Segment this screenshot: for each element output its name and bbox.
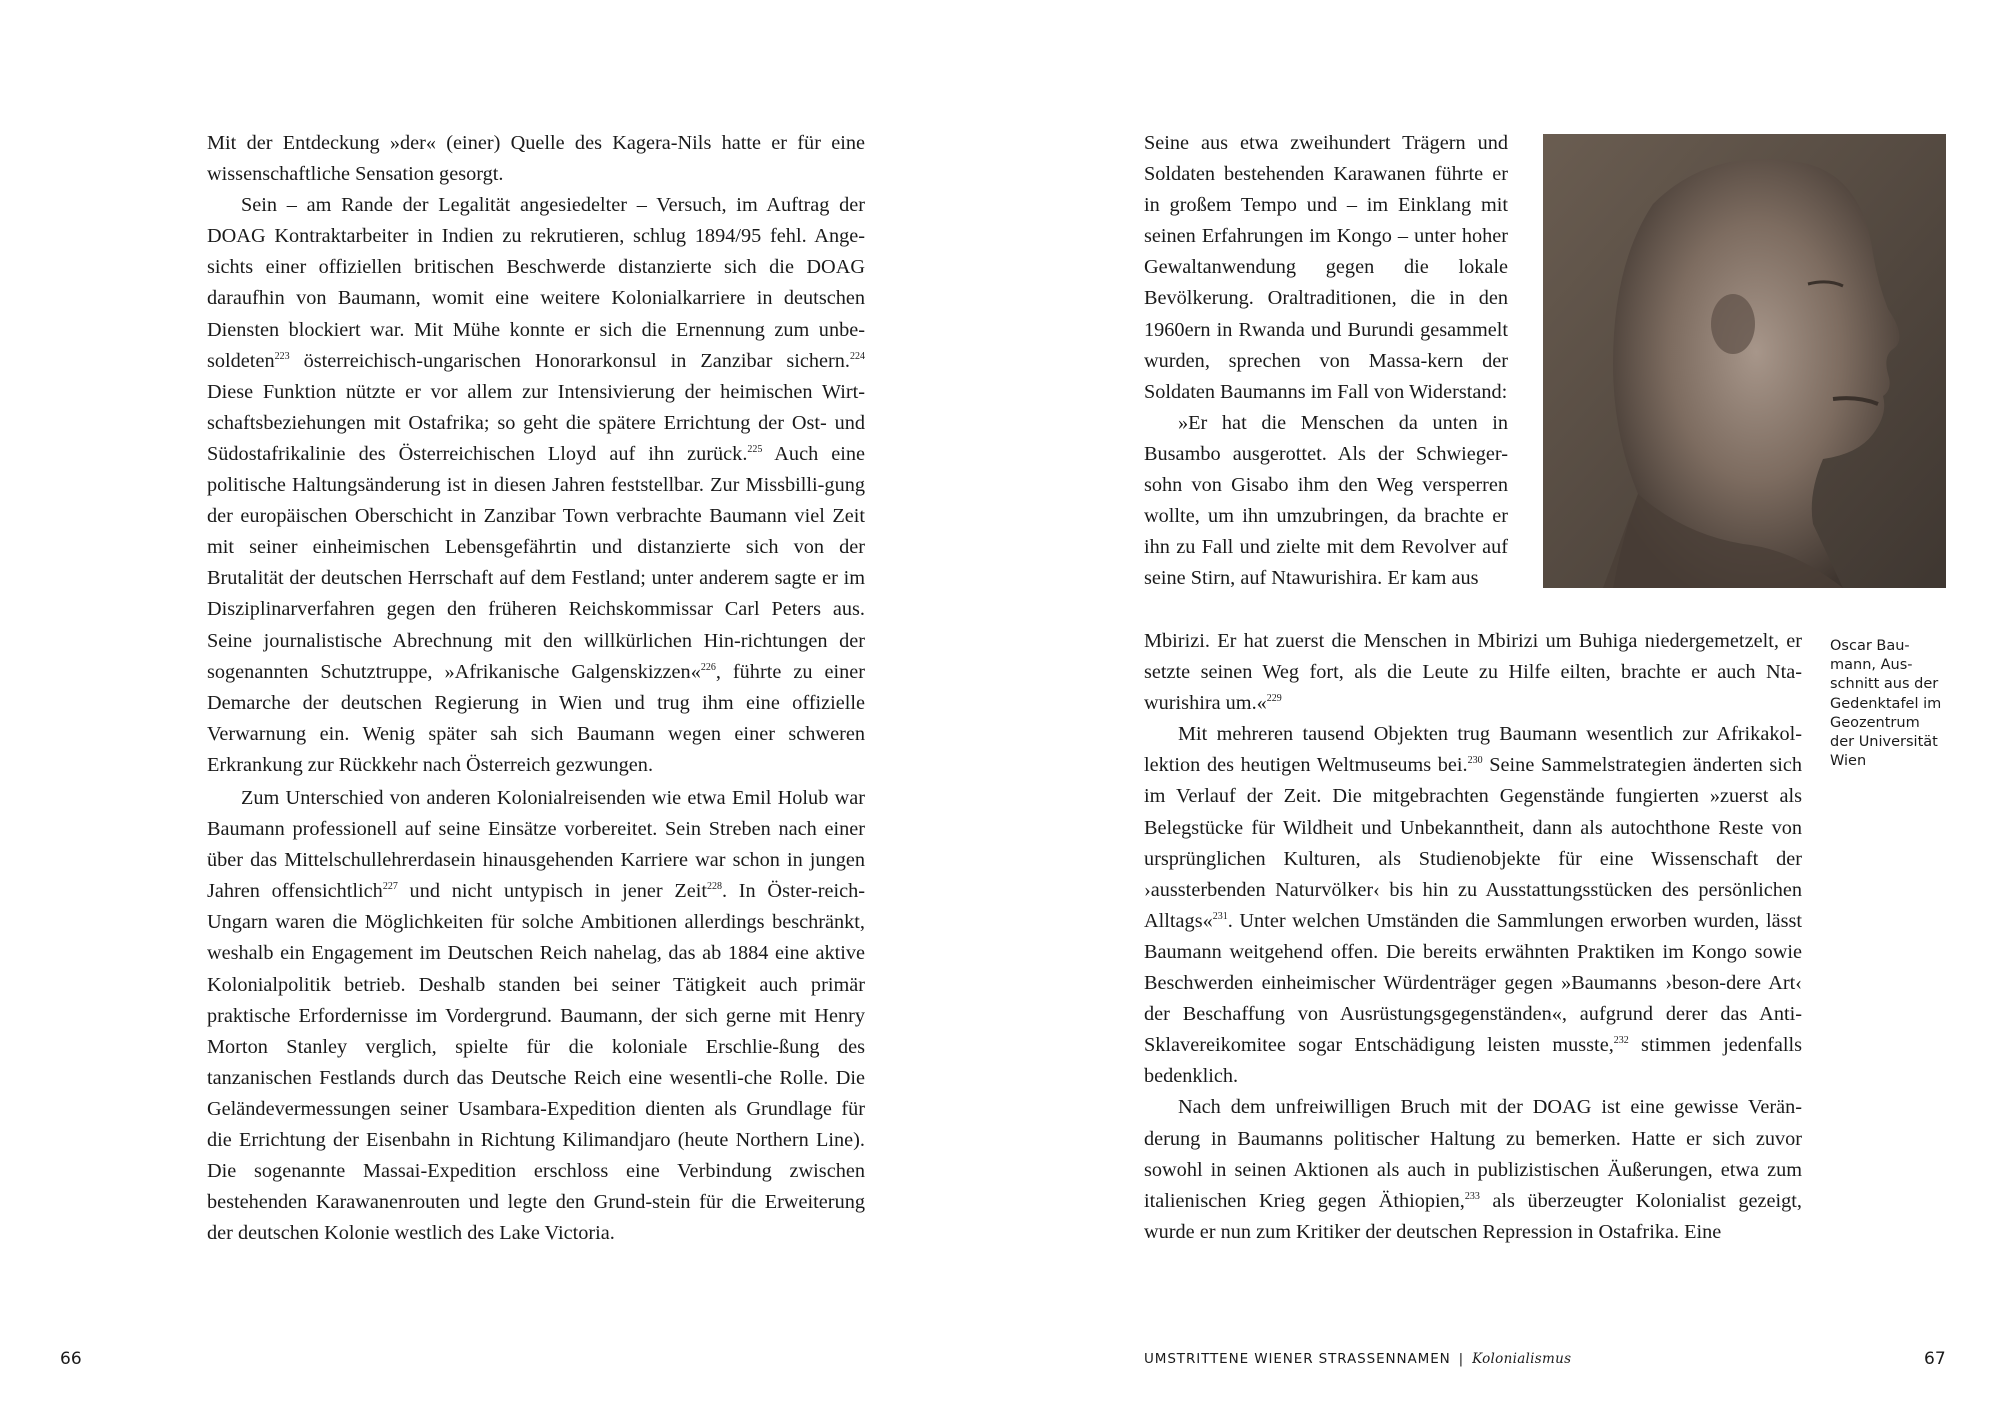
paragraph: Sein – am Rande der Legalität angesiedelter – Versuch, im Auftrag der DOAG Kontraktarbeiter in Indien zu rekrutieren, schlug 1894/95 fehl. Ange-sichts einer offiziellen britischen Beschwerde distanzierte sich die DOAG daraufhin von Baumann, womit eine weitere Kolonialkarriere in deutschen Diensten blockiert war. Mit Mühe konnte er sich die Ernennung zum unbe-soldeten$^{223}$ österreichisch-ungarischen Honorarkonsul in Zanzibar sichern.$^{224}$ Diese Funktion nützte er vor allem zur Intensivierung der heimischen Wirt-schaftsbeziehungen mit Ostafrika; so geht die spätere Errichtung der Ost- und Südostafrikalinie des Österreichischen Lloyd auf ihn zurück.$^{225}$ Auch eine politische Haltungsänderung ist in diesen Jahren feststellbar. Zur Missbilli-gung der europäischen Oberschicht in Zanzibar Town verbrachte Baumann viel Zeit mit seiner einheimischen Lebensgefährtin und distanzierte sich von der Brutalität der deutschen Herrschaft auf dem Festland; unter anderem sagte er im Disziplinarverfahren gegen den früheren Reichskommissar Carl Peters aus. Seine journalistische Abrechnung mit den willkürlichen Hin-richtungen der sogenannten Schutztruppe, »Afrikanische Galgenskizzen«$^{226}$, führte zu einer Demarche der deutschen Regierung in Wien und trug ihm eine offizielle Verwarnung ein. Wenig später sah sich Baumann wegen einer schweren Erkrankung zur Rückkehr nach Österreich gezwungen.: [207, 194, 865, 776]
footnote-ref[interactable]: 223: [274, 350, 290, 362]
footnote-ref[interactable]: 224: [850, 350, 865, 362]
running-head-title: UMSTRITTENE WIENER STRASSENNAMEN: [1144, 1351, 1451, 1367]
caption-line: schnitt aus der: [1830, 676, 1939, 693]
paragraph: Nach dem unfreiwilligen Bruch mit der DOAG ist eine gewisse Verän-derung in Baumanns politischer Haltung zu bemerken. Hatte er sich zuvor sowohl in seinen Aktionen als auch in publizistischen Äußerungen, etwa zum italienischen Krieg gegen Äthiopien,$^{233}$ als überzeugter Kolonialist gezeigt, wurde er nun zum Kritiker der deutschen Repression in Ostafrika. Eine: [1144, 1096, 1802, 1243]
page-number-left: 66: [60, 1349, 82, 1369]
footnote-ref[interactable]: 233: [1464, 1190, 1480, 1202]
caption-line: Oscar Bau-: [1830, 638, 1910, 654]
bronze-bust-icon: [1543, 134, 1946, 588]
right-top-text-column: [1144, 128, 1508, 594]
right-text-column: [1144, 626, 1802, 1248]
footnote-ref[interactable]: 231: [1212, 910, 1228, 922]
block-quote: »Er hat die Menschen da unten in Busambo ausgerottet. Als der Schwieger-sohn von Gisabo ihm den Weg versperren wollte, um ihn umzubringen, da brachte er ihn zu Fall und zielte mit dem Revolver auf seine Stirn, auf Ntawurishira. Er kam aus: [1144, 411, 1508, 590]
caption-line: Wien: [1830, 753, 1867, 770]
footnote-ref[interactable]: 229: [1266, 693, 1282, 705]
footnote-ref[interactable]: 227: [382, 881, 398, 893]
running-head-section: Kolonialismus: [1472, 1351, 1572, 1367]
caption-line: Gedenktafel im: [1830, 695, 1942, 712]
footnote-ref[interactable]: 225: [747, 443, 763, 455]
paragraph: Zum Unterschied von anderen Kolonialreisenden wie etwa Emil Holub war Baumann professionell auf seine Einsätze vorbereitet. Sein Streben nach einer über das Mittelschullehrerdasein hinausgehenden Karriere war schon in jungen Jahren offensichtlich$^{227}$ und nicht untypisch in jener Zeit$^{228}$. In Öster-reich-Ungarn waren die Möglichkeiten für solche Ambitionen allerdings beschränkt, weshalb ein Engagement im Deutschen Reich nahelag, das ab 1884 eine aktive Kolonialpolitik betrieb. Deshalb standen bei seiner Tätigkeit auch primär praktische Erfordernisse im Vordergrund. Baumann, der sich gerne mit Henry Morton Stanley verglich, spielte für die koloniale Erschlie-ßung des tanzanischen Festlands durch das Deutsche Reich eine wesentli-che Rolle. Die Geländevermessungen seiner Usambara-Expedition dienten als Grundlage für die Errichtung der Eisenbahn in Richtung Kilimandjaro (heute Northern Line). Die sogenannte Massai-Expedition erschloss eine Verbindung zwischen bestehenden Karawanenrouten und legte den Grund-stein für die Erweiterung der deutschen Kolonie westlich des Lake Victoria.: [207, 786, 865, 1245]
block-quote-continuation: Mbirizi. Er hat zuerst die Menschen in Mbirizi um Buhiga niedergemetzelt, er setzte seinen Weg fort, als die Leute zu Hilfe eilten, brachte er auch Nta-wurishira um.«$^{229}$: [1144, 630, 1802, 715]
footnote-ref[interactable]: 228: [707, 881, 722, 893]
footnote-ref[interactable]: 232: [1613, 1035, 1629, 1047]
running-head: [1144, 1351, 1571, 1367]
paragraph: Seine aus etwa zweihundert Trägern und Soldaten bestehenden Karawanen führte er in großem Tempo und – im Einklang mit seinen Erfahrungen im Kongo – unter hoher Gewaltanwendung gegen die lokale Bevölkerung. Oraltraditionen, die in den 1960ern in Rwanda und Burundi gesammelt wurden, sprechen von Massa-kern der Soldaten Baumanns im Fall von Widerstand:: [1144, 132, 1508, 403]
left-text-column: [207, 128, 865, 1249]
footnote-ref[interactable]: 230: [1467, 755, 1483, 767]
caption-line: mann, Aus-: [1830, 657, 1913, 674]
portrait-relief-image: [1543, 134, 1946, 588]
paragraph: Mit der Entdeckung »der« (einer) Quelle des Kagera-Nils hatte er für eine wissenschaftliche Sensation gesorgt.: [207, 132, 865, 186]
image-caption: [1830, 637, 1950, 771]
caption-line: der Universität: [1830, 734, 1938, 751]
running-head-separator: |: [1458, 1351, 1465, 1367]
footnote-ref[interactable]: 226: [700, 661, 716, 673]
paragraph: Mit mehreren tausend Objekten trug Baumann wesentlich zur Afrikakol-lektion des heutigen Weltmuseums bei.$^{230}$ Seine Sammelstrategien änderten sich im Verlauf der Zeit. Die mitgebrachten Gegenstände fungierten »zuerst als Belegstücke für Wildheit und Unbekanntheit, dann als autochthone Reste von ursprünglichen Kulturen, als Studienobjekte für eine Wissenschaft der ›aussterbenden Naturvölker‹ bis hin zu Ausstattungsstücken des persönlichen Alltags«$^{231}$. Unter welchen Umständen die Sammlungen erworben wurden, lässt Baumann weitgehend offen. Die bereits erwähnten Praktiken im Kongo sowie Beschwerden einheimischer Würdenträger gegen »Baumanns ›beson-dere Art‹ der Beschaffung von Ausrüstungsgegenständen«, aufgrund derer das Anti-Sklavereikomitee sogar Entschädigung leisten musste,$^{232}$ stimmen jedenfalls bedenklich.: [1144, 723, 1803, 1088]
page-number-right: 67: [1924, 1349, 1946, 1369]
caption-line: Geozentrum: [1830, 714, 1920, 731]
